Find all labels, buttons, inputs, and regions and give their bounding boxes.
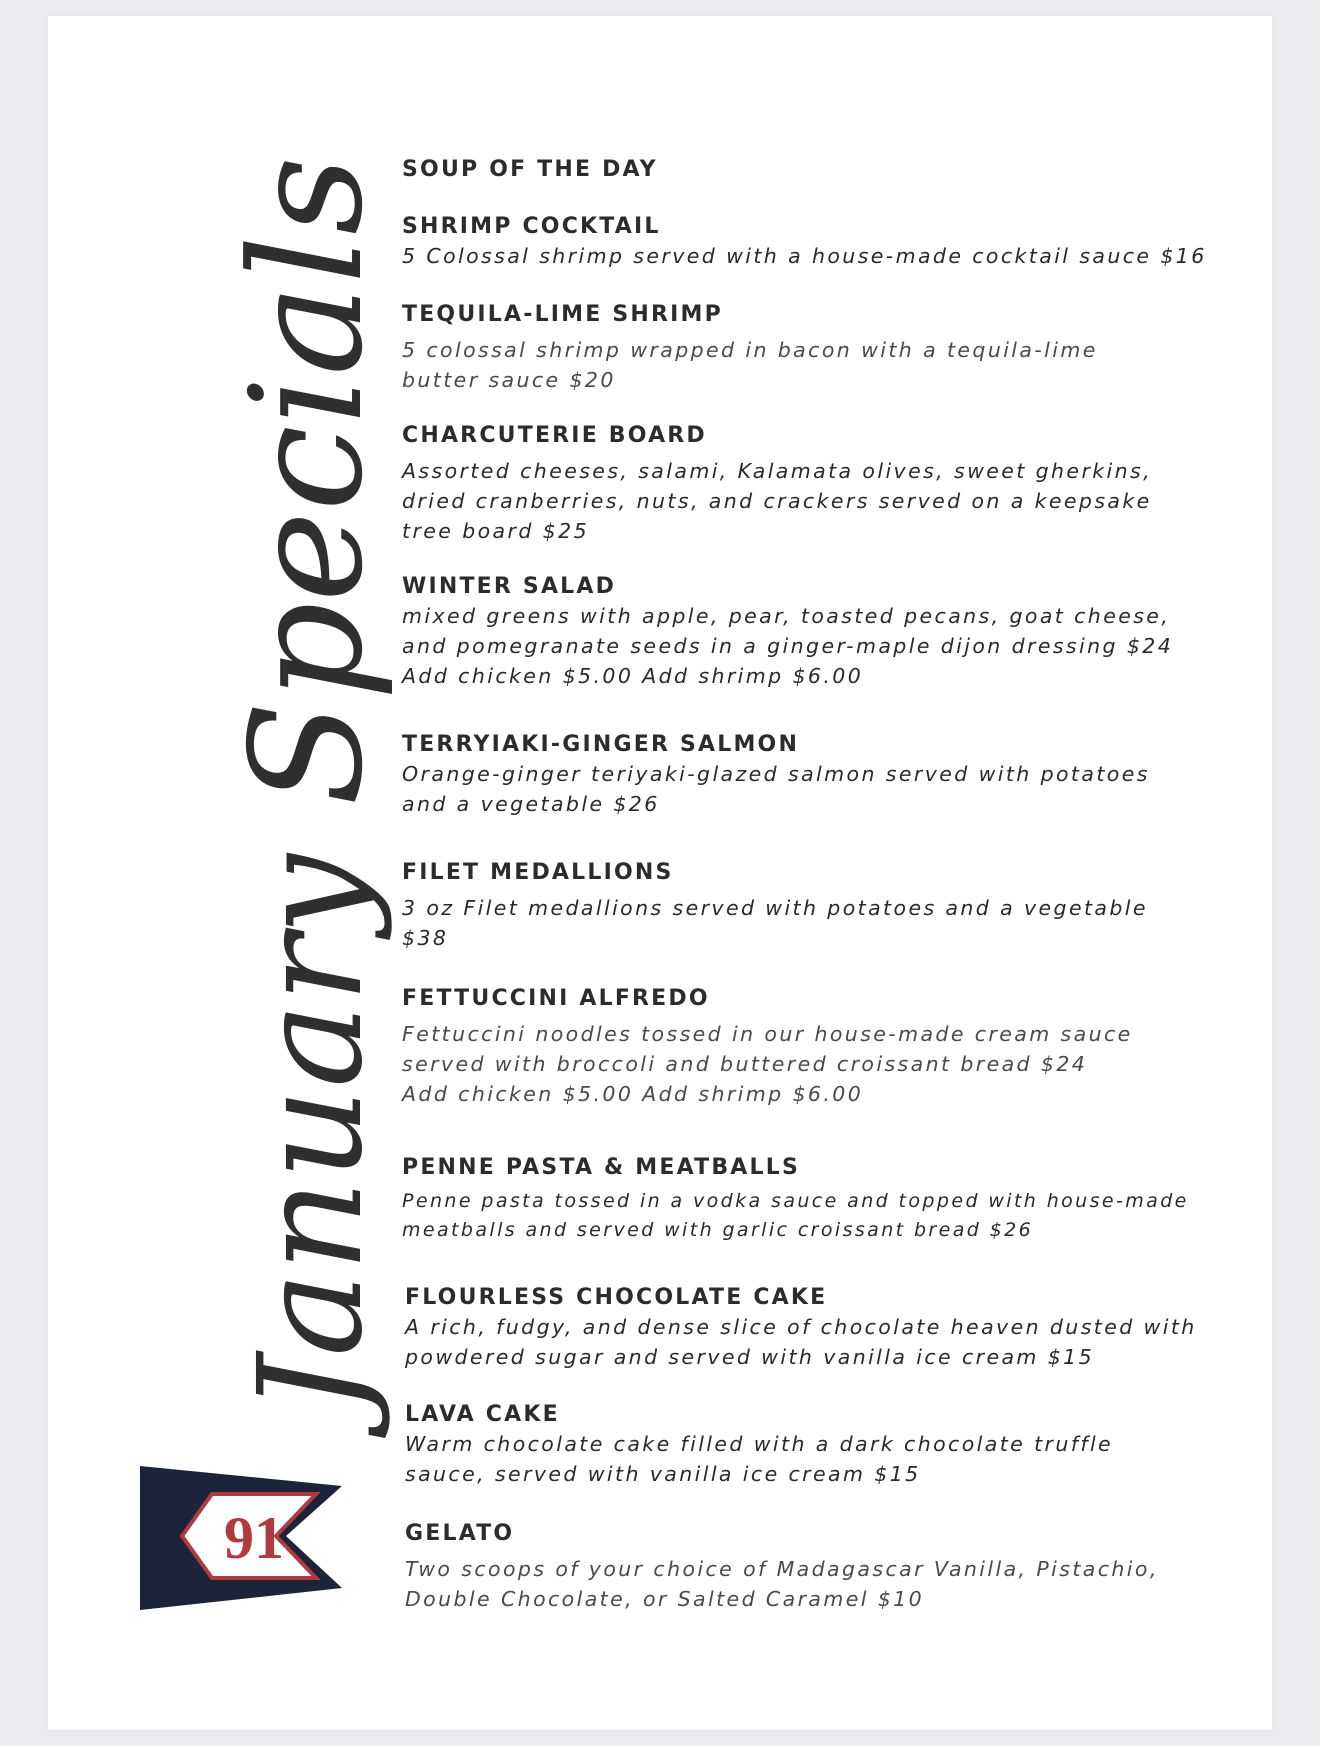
item-description: Penne pasta tossed in a vodka sauce and topped with house-made meatballs and served with garlic croissant bread $26 xyxy=(402,1190,1189,1241)
menu-item-filet-medallions xyxy=(402,859,1242,953)
item-description: 3 oz Filet medallions served with potatoes and a vegetable $38 xyxy=(402,896,1148,950)
menu-item-gelato xyxy=(405,1520,1245,1614)
title-word: Specials xyxy=(218,156,397,806)
menu-list xyxy=(48,16,1272,1730)
menu-item-tequila-lime-shrimp xyxy=(402,301,1242,395)
item-description: Warm chocolate cake filled with a dark chocolate truffle sauce, served with vanilla ice cream $15 xyxy=(405,1432,1114,1486)
item-name: CHARCUTERIE BOARD xyxy=(402,423,707,448)
menu-item-winter-salad xyxy=(402,573,1242,691)
menu-item-penne-pasta xyxy=(402,1154,1242,1245)
item-name: FETTUCCINI ALFREDO xyxy=(402,986,710,1011)
item-description: A rich, fudgy, and dense slice of chocolate heaven dusted with powdered sugar and served with vanilla ice cream $15 xyxy=(405,1315,1197,1369)
menu-item-charcuterie-board xyxy=(402,422,1242,546)
item-name: TERRYIAKI-GINGER SALMON xyxy=(402,732,800,757)
item-name: PENNE PASTA & MEATBALLS xyxy=(402,1155,800,1180)
title-month: January xyxy=(228,854,394,1414)
menu-page xyxy=(48,16,1272,1730)
menu-item-soup xyxy=(402,156,1242,184)
menu-item-flourless-chocolate-cake xyxy=(405,1284,1245,1372)
item-description: Assorted cheeses, salami, Kalamata olives, sweet gherkins, dried cranberries, nuts, and crackers served on a keepsake tree board $25 xyxy=(402,459,1153,543)
menu-item-lava-cake xyxy=(405,1401,1245,1489)
item-description: Two scoops of your choice of Madagascar Vanilla, Pistachio, Double Chocolate, or Salted Caramel $10 xyxy=(405,1557,1159,1611)
logo-number: 91 xyxy=(224,1505,284,1571)
item-description: mixed greens with apple, pear, toasted pecans, goat cheese, and pomegranate seeds in a ginger-maple dijon dressing $24 Add chicken $5.00 Add shrimp $6.00 xyxy=(402,604,1174,688)
item-description: 5 Colossal shrimp served with a house-made cocktail sauce $16 xyxy=(402,244,1207,268)
menu-item-salmon xyxy=(402,731,1242,819)
item-name: GELATO xyxy=(405,1521,515,1546)
item-name: FLOURLESS CHOCOLATE CAKE xyxy=(405,1285,828,1310)
item-name: TEQUILA-LIME SHRIMP xyxy=(402,302,723,327)
item-name: WINTER SALAD xyxy=(402,574,617,599)
item-name: SOUP OF THE DAY xyxy=(402,157,658,182)
menu-item-fettuccini-alfredo xyxy=(402,985,1242,1109)
menu-item-shrimp-cocktail xyxy=(402,213,1242,271)
item-name: LAVA CAKE xyxy=(405,1402,560,1427)
item-name: FILET MEDALLIONS xyxy=(402,860,674,885)
item-description: 5 colossal shrimp wrapped in bacon with a tequila-lime butter sauce $20 xyxy=(402,338,1098,392)
item-description: Fettuccini noodles tossed in our house-made cream sauce served with broccoli and buttered croissant bread $24 Add chicken $5.00 Add shrimp $6.00 xyxy=(402,1022,1133,1106)
item-name: SHRIMP COCKTAIL xyxy=(402,214,661,239)
item-description: Orange-ginger teriyaki-glazed salmon served with potatoes and a vegetable $26 xyxy=(402,762,1150,816)
